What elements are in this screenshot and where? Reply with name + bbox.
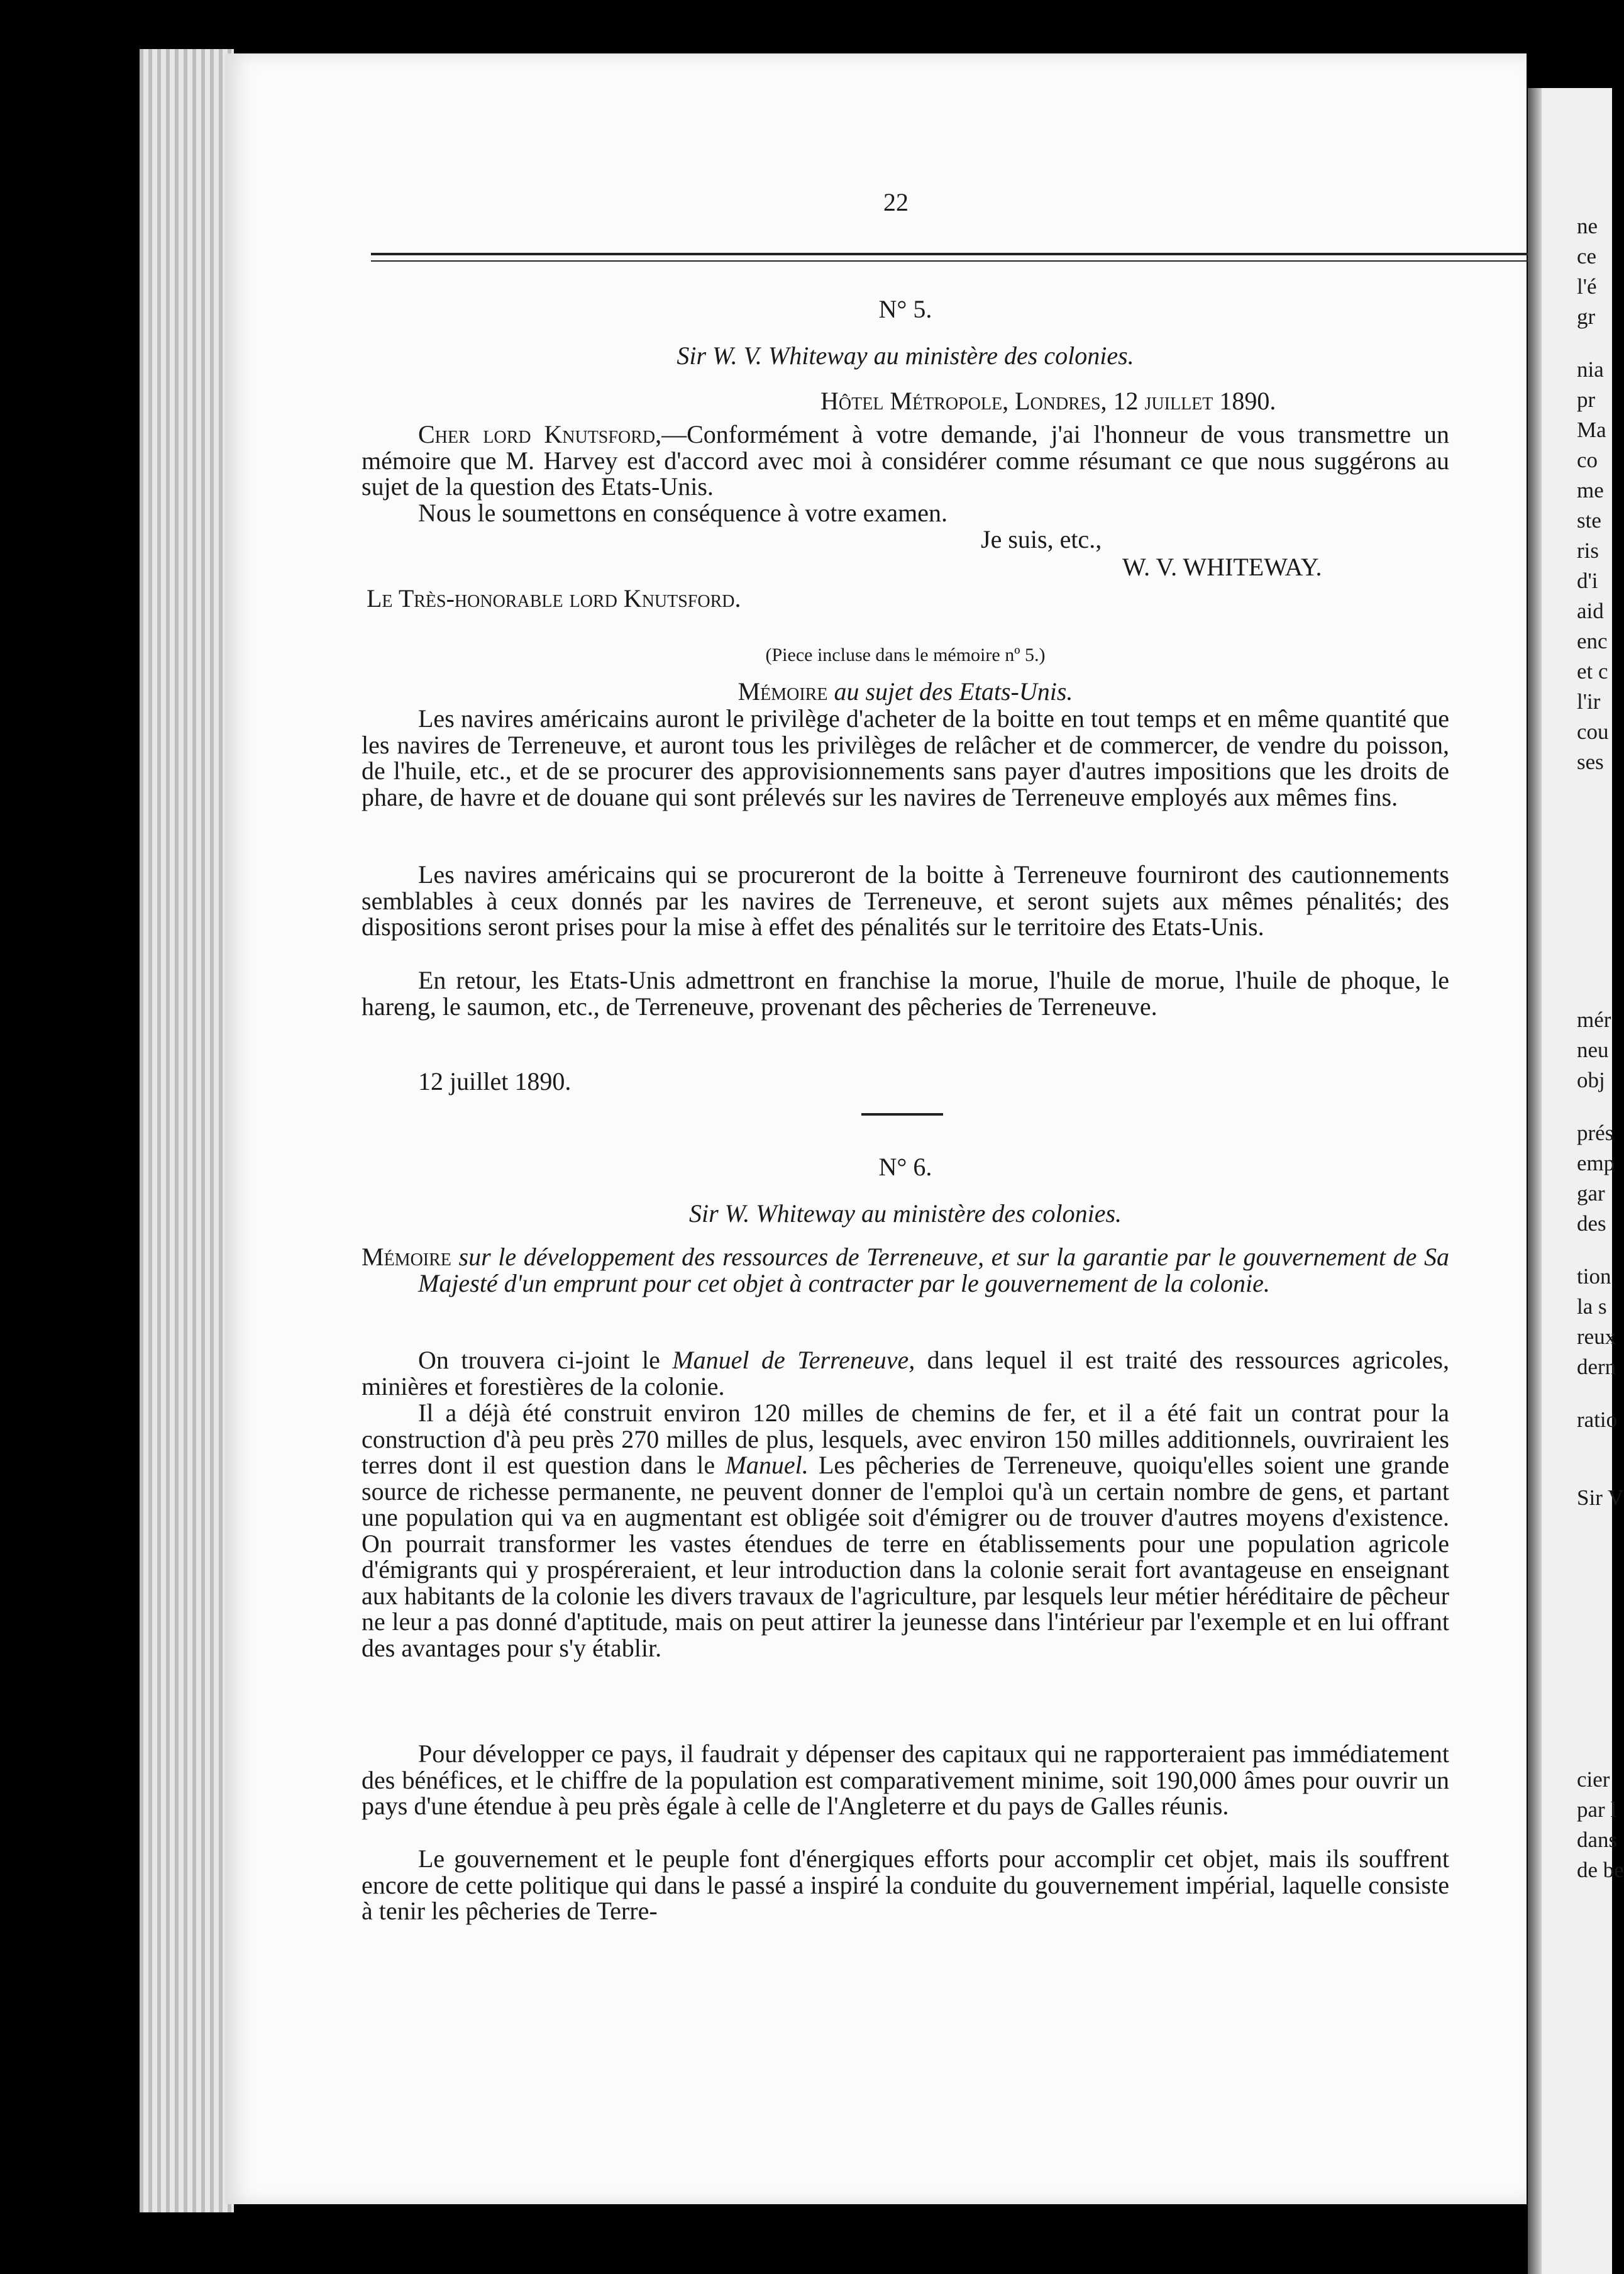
s6-p4-text: Le gouvernement et le peuple font d'énergiques efforts pour accomplir cet objet, mais ils souffrent encore de cette politique qui dans le passé a inspiré la conduite du gouvernement impérial, laquelle consiste à tenir les pêcheries de Terre- — [362, 1844, 1449, 1925]
s6-paragraph-1 — [362, 1347, 1449, 1399]
addressee: Le Très-honorable lord Knutsford. — [367, 584, 741, 613]
memo-date: 12 juillet 1890. — [418, 1067, 572, 1095]
s6-paragraph-4 — [362, 1846, 1449, 1924]
section-6-number: N° 6. — [878, 1153, 932, 1181]
letter-paragraph-2 — [362, 500, 1449, 526]
memo-6-title-label: Mémoire — [362, 1243, 451, 1271]
facing-page-fragment: d'i — [1577, 568, 1598, 593]
page-edges — [140, 49, 234, 2212]
memo-6-title-text: sur le développement des ressources de Terreneuve, et sur la garantie par le gouvernement de Sa Majesté d'un emprunt pour cet objet à contracter par le gouvernement de la colonie. — [418, 1243, 1449, 1297]
page-number: 22 — [883, 188, 909, 216]
facing-page-fragment: ce — [1577, 244, 1597, 269]
book-spine — [1528, 88, 1542, 2274]
signature: W. V. WHITEWAY. — [1122, 553, 1322, 581]
facing-page-fragment: mér — [1577, 1007, 1611, 1032]
facing-page-fragment: emp — [1577, 1151, 1615, 1175]
memo-title — [362, 677, 1449, 706]
facing-page-fragment: des — [1577, 1211, 1606, 1236]
facing-page-fragment: Ma — [1577, 418, 1606, 442]
manuel-ref: Manuel. — [725, 1451, 809, 1479]
memo-p1-text: Les navires américains auront le privilège d'acheter de la boitte en tout temps et en même quantité que les navires de Terreneuve, et auront tous les privilèges de relâcher et de commercer, de vendre du poisson, de l'huile, etc., et de se procurer des approvisionnements sans payer d'autres impositions que les droits de phare, de havre et de douane qui sont prélevés sur les navires de Terreneuve employés aux mêmes fins. — [362, 704, 1449, 811]
section-divider — [861, 1113, 943, 1116]
s6-p2-b: Les pêcheries de Terreneuve, quoiqu'elles soient une grande source de richesse permanente, ne peuvent donner de l'emploi qu'à un certain nombre de gens, et partant une population qui va en augmentant est obligée soit d'émigrer ou de trouver d'autres moyens d'existence. On pourrait transformer les vastes étendues de terre en établissements pour une population agricole d'émigrants qui y prospéreraient, et leur introduction dans la colonie serait fort avantageuse en enseignant aux habitants de la colonie les divers travaux de l'agriculture, par lesquels leur métier héréditaire de pêcheur ne leur a pas donné d'aptitude, mais on peut attirer la jeunesse dans l'intérieur par l'exemple et en lui offrant des avantages pour s'y établir. — [362, 1451, 1449, 1662]
header-rule — [371, 253, 1528, 255]
memo-paragraph-1 — [362, 706, 1449, 810]
facing-page-fragment: et c — [1577, 659, 1608, 684]
facing-page-fragment: reux — [1577, 1324, 1616, 1349]
facing-page-fragment: gar — [1577, 1181, 1605, 1206]
salutation: Cher lord Knutsford, — [418, 420, 662, 448]
s6-p2-a: Il a déjà été construit environ 120 milles de chemins de fer, et il a été fait un contrat pour la construction d'à peu près 270 milles de plus, lesquels, avec environ 150 milles additionnels, ouvriraient les terres dont il est question dans le — [362, 1399, 1449, 1479]
facing-page-fragment: nia — [1577, 357, 1604, 382]
memo-p3-text: En retour, les Etats-Unis admettront en franchise la morue, l'huile de morue, l'huile de phoque, le hareng, le saumon, etc., de Terreneuve, provenant des pêcheries de Terreneuve. — [362, 966, 1449, 1021]
facing-page-fragment: ne — [1577, 214, 1598, 238]
letter-paragraph — [362, 421, 1449, 500]
facing-page-fragment: me — [1577, 478, 1604, 502]
facing-page-fragment: enc — [1577, 629, 1608, 653]
section-5-title: Sir W. V. Whiteway au ministère des colonies. — [677, 341, 1134, 370]
facing-page-fragment: l'ir — [1577, 689, 1601, 714]
facing-page-fragment: dans — [1577, 1828, 1618, 1852]
facing-page-fragment: ste — [1577, 508, 1601, 533]
header-rule-thin — [371, 260, 1528, 262]
facing-page-fragment: ris — [1577, 538, 1599, 563]
place-date: Hôtel Métropole, Londres, 12 juillet 1890. — [820, 387, 1276, 415]
memo-6-title — [362, 1244, 1449, 1296]
memo-title-label: Mémoire — [737, 677, 828, 706]
facing-page-fragment: tion — [1577, 1264, 1611, 1289]
memo-p2-text: Les navires américains qui se procureront de la boitte à Terreneuve fourniront des cautionnements semblables à ceux donnés par les navires de Terreneuve, et seront sujets aux mêmes pénalités; des dispositions seront prises pour la mise à effet des pénalités sur le territoire des Etats-Unis. — [362, 860, 1449, 941]
manuel-title: Manuel de Terreneuve, — [672, 1346, 915, 1374]
closing: Je suis, etc., — [981, 525, 1102, 553]
facing-page-fragment: dern — [1577, 1355, 1616, 1379]
s6-p1-a: On trouvera ci-joint le — [418, 1346, 673, 1374]
facing-page-fragment: gr — [1577, 304, 1596, 329]
facing-page-fragment: par l — [1577, 1797, 1617, 1822]
facing-page-fragment: ses — [1577, 750, 1604, 774]
s6-p1-b: dans lequel il est traité des ressources agricoles, minières et forestières de la colonie. — [362, 1346, 1449, 1400]
facing-page — [1528, 88, 1624, 2274]
enclosure-note: (Piece incluse dans le mémoire nº 5.) — [765, 645, 1046, 665]
facing-page-fragment: de be — [1577, 1858, 1624, 1882]
letter-p2-text: Nous le soumettons en conséquence à votre examen. — [418, 499, 947, 527]
memo-paragraph-2 — [362, 862, 1449, 940]
section-6-title: Sir W. Whiteway au ministère des colonies. — [688, 1199, 1122, 1228]
facing-page-fragment: l'é — [1577, 274, 1597, 299]
facing-page-fragment: ratio — [1577, 1407, 1618, 1432]
section-5-number: N° 5. — [878, 295, 932, 323]
facing-page-fragment: pr — [1577, 387, 1596, 412]
facing-page-fragment: neu — [1577, 1038, 1609, 1062]
s6-p3-text: Pour développer ce pays, il faudrait y dépenser des capitaux qui ne rapporteraient pas immédiatement des bénéfices, et le chiffre de la population est comparativement minime, soit 190,000 âmes pour ouvrir un pays d'une étendue à peu près égale à celle de l'Angleterre et du pays de Galles réunis. — [362, 1739, 1449, 1820]
letter-body: —Conformément à votre demande, j'ai l'honneur de vous transmettre un mémoire que M. Harvey est d'accord avec moi à considérer comme résumant ce que nous suggérons au sujet de la question des Etats-Unis. — [362, 420, 1450, 501]
facing-page-fragment: la s — [1577, 1294, 1607, 1319]
facing-page-fragment: aid — [1577, 599, 1604, 623]
memo-title-text: au sujet des Etats-Unis. — [834, 677, 1073, 706]
s6-paragraph-3 — [362, 1741, 1449, 1819]
facing-page-fragment: obj — [1577, 1068, 1605, 1092]
facing-page-fragment: cou — [1577, 719, 1609, 744]
memo-paragraph-3 — [362, 967, 1449, 1019]
facing-page-fragment: Sir V — [1577, 1485, 1624, 1510]
facing-page-fragment: cier — [1577, 1767, 1610, 1792]
facing-page-fragment: prés — [1577, 1121, 1614, 1145]
s6-paragraph-2 — [362, 1400, 1449, 1661]
facing-page-fragment: co — [1577, 448, 1598, 472]
